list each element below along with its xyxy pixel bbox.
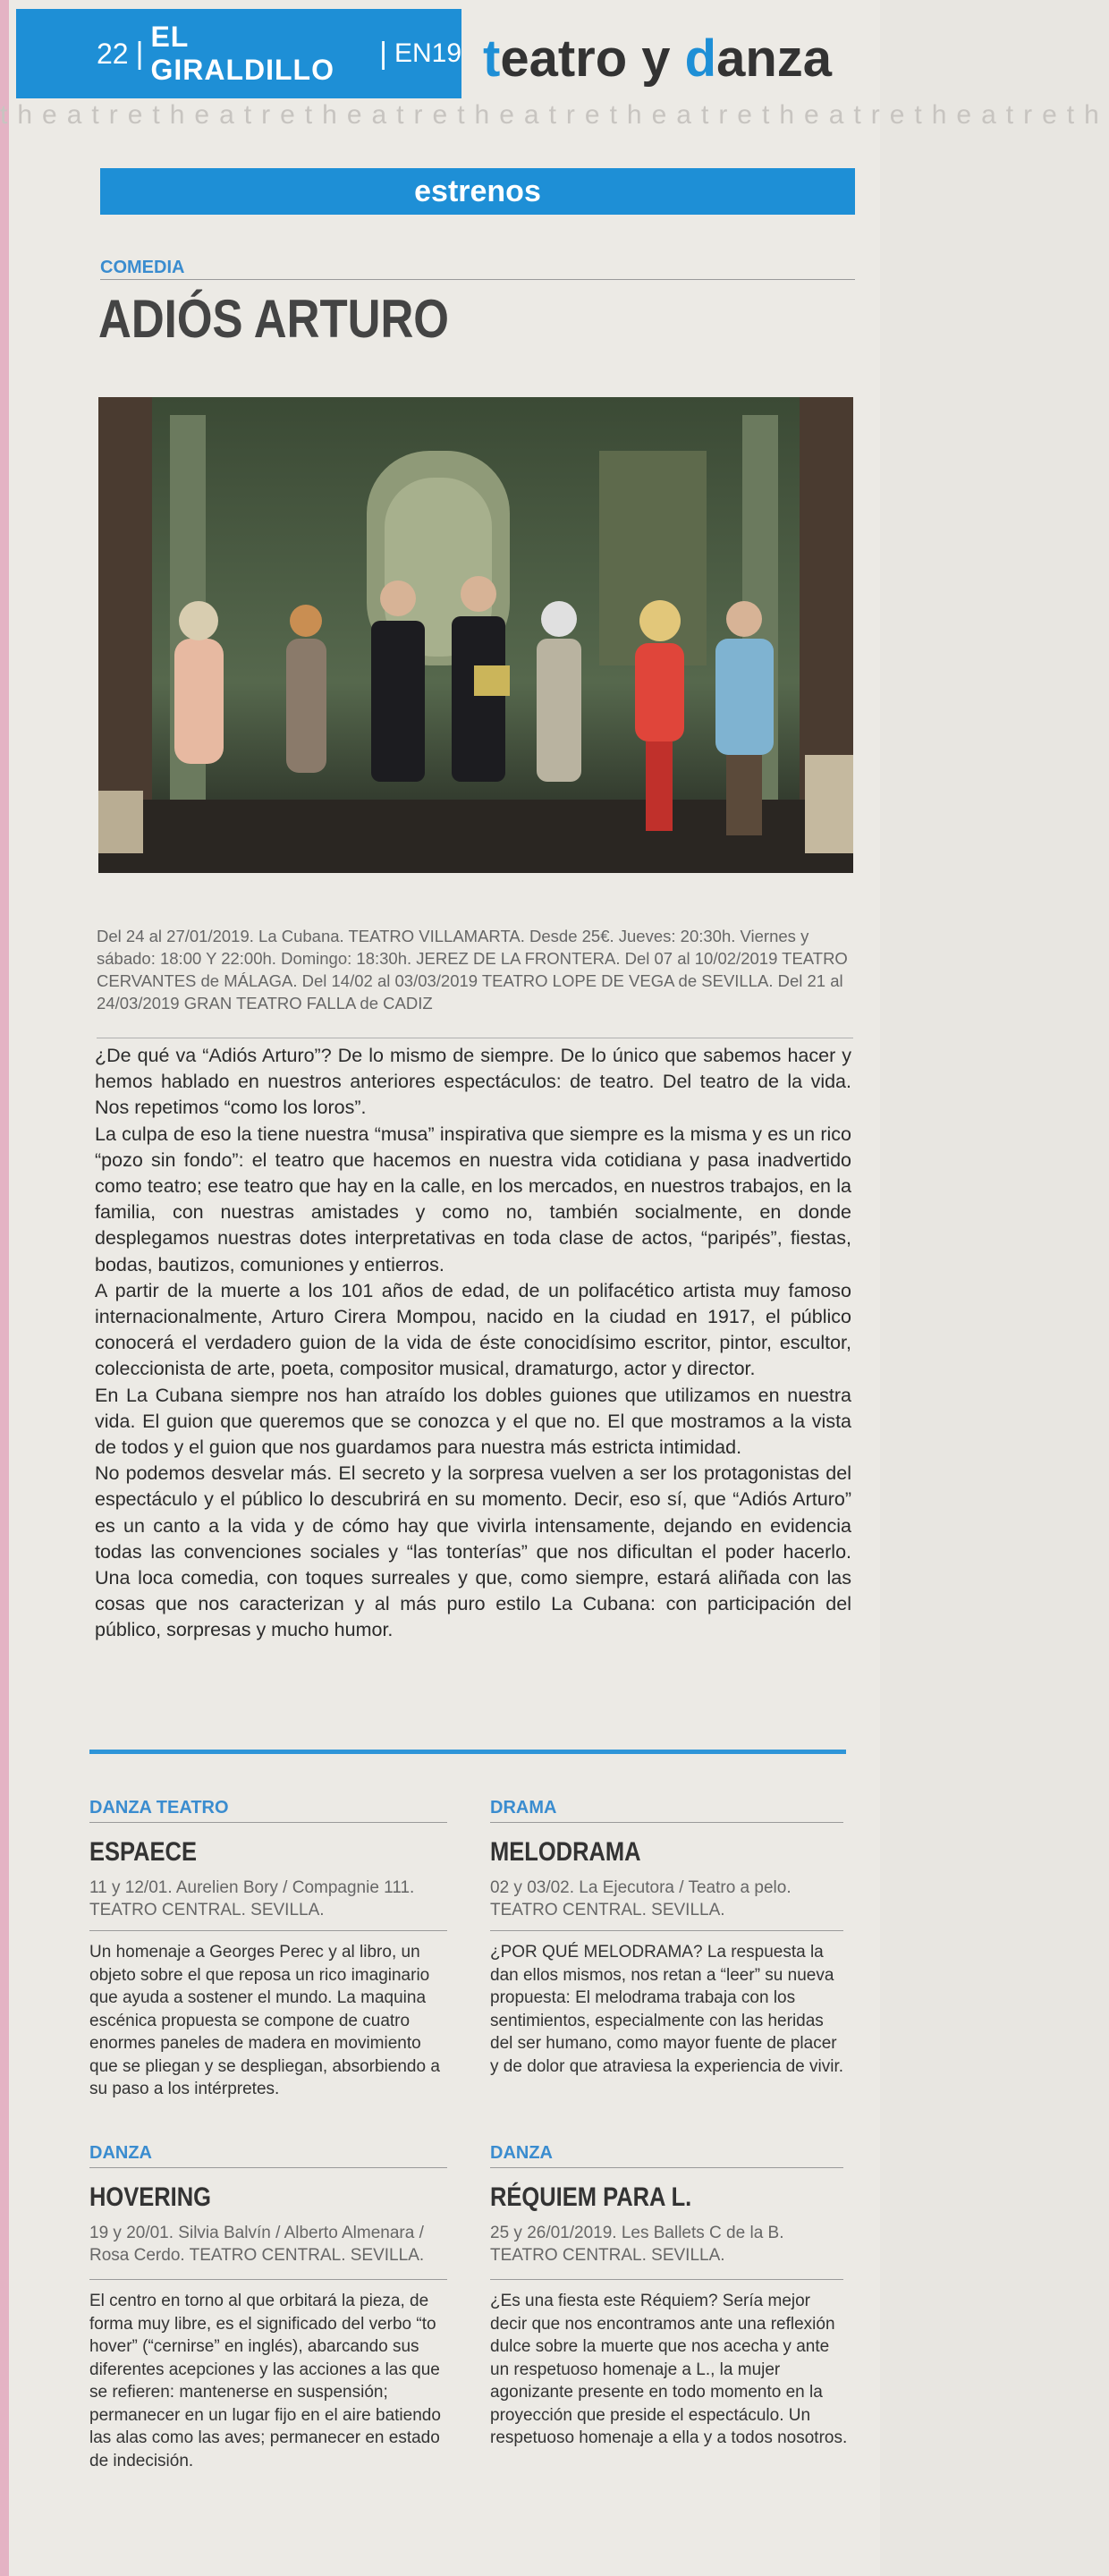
listing-info: 11 y 12/01. Aurelien Bory / Compagnie 111. TEATRO CENTRAL. SEVILLA. xyxy=(89,1878,415,1919)
show-info: Del 24 al 27/01/2019. La Cubana. TEATRO VILLAMARTA. Desde 25€. Jueves: 20:30h. Viernes y sábado: 18:00 Y 22:00h. Domingo: 18:30h. JEREZ DE LA FRONTERA. Del 07 al 10/02/2019 TEATRO CERVANTES de MÁLAGA. Del 14/02 al 03/03/2019 TEATRO LOPE DE VEGA de SEVILLA. Del 21 al 24/03/2019 GRAN TEATRO FALLA de CADIZ xyxy=(97,927,848,1013)
decorative-strip: theatretheatretheatretheatretheatretheatretheatreth xyxy=(0,100,1109,130)
listing-kicker: DANZA xyxy=(490,2143,553,2163)
listing-title: RÉQUIEM PARA L. xyxy=(490,2182,692,2212)
listing-text: Un homenaje a Georges Perec y al libro, un objeto sobre el que reposa un rico imaginario que ayuda a sostener el mundo. La maquina escénica propuesta se compone de cuatro enormes paneles de madera en movimiento que se pliegan y se despliegan, absorbiendo a su paso a los intérpretes. xyxy=(89,1943,440,2098)
article-title: ADIÓS ARTURO xyxy=(98,289,449,349)
estrenos-banner: estrenos xyxy=(100,168,855,215)
listing-info: 19 y 20/01. Silvia Balvín / Alberto Almenara / Rosa Cerdo. TEATRO CENTRAL. SEVILLA. xyxy=(89,2224,425,2265)
divider xyxy=(89,2279,447,2280)
divider xyxy=(89,2167,447,2168)
page-edge-bar xyxy=(0,0,9,2576)
divider xyxy=(100,279,855,280)
header-separator: | xyxy=(379,36,387,71)
divider xyxy=(490,1822,843,1823)
main-kicker: COMEDIA xyxy=(100,258,185,277)
listing-kicker: DANZA TEATRO xyxy=(89,1798,229,1818)
listing-title: HOVERING xyxy=(89,2182,212,2212)
listing-kicker: DANZA xyxy=(89,2143,152,2163)
stage-photo-illustration xyxy=(98,397,853,873)
listing-text: ¿Es una fiesta este Réquiem? Sería mejor decir que nos encontramos ante una reflexión dulce sobre la muerte que nos acecha y ante un respetuoso homenaje a L., la mujer agonizante presente en todo momento en la proyección que preside el espectáculo. Un respetuoso homenaje a ella y a todos nosotros. xyxy=(490,2292,848,2447)
divider xyxy=(490,2167,843,2168)
listing-info: 02 y 03/02. La Ejecutora / Teatro a pelo. TEATRO CENTRAL. SEVILLA. xyxy=(490,1878,792,1919)
listing-text: ¿POR QUÉ MELODRAMA? La respuesta la dan ellos mismos, nos retan a “leer” su nueva propuesta: El melodrama trabaja con los sentimientos, especialmente con las heridas del ser humano, como mayor fuente de placer y de dolor que atraviesa la experiencia de vivir. xyxy=(490,1943,844,2076)
edition-label: EN19 xyxy=(394,38,461,68)
divider xyxy=(89,1930,447,1931)
listing-kicker: DRAMA xyxy=(490,1798,557,1818)
magazine-header xyxy=(16,9,461,98)
magazine-name: EL GIRALDILLO xyxy=(150,21,334,86)
page-number: 22 xyxy=(97,37,129,70)
listing-info: 25 y 26/01/2019. Les Ballets C de la B. TEATRO CENTRAL. SEVILLA. xyxy=(490,2224,784,2265)
article-paragraph: A partir de la muerte a los 101 años de edad, de un polifacético artista muy famoso internacionalmente, Arturo Cirera Mompou, nacido en la ciudad en 1917, el público conocerá el verdadero guion de la vida de éste conocidísimo escritor, pintor, escultor, coleccionista de arte, poeta, compositor musical, dramaturgo, actor y director. xyxy=(95,1279,851,1380)
divider xyxy=(490,1930,843,1931)
divider xyxy=(490,2279,843,2280)
listing-title: ESPAECE xyxy=(89,1837,197,1867)
article-body xyxy=(95,1043,851,1644)
stage-photo xyxy=(98,397,853,873)
article-paragraph: En La Cubana siempre nos han atraído los dobles guiones que utilizamos en nuestra vida. El guion que queremos que se conozca y el que no. El que mostramos a la vista de todos y el guion que nos guardamos para nuestra más estricta intimidad. xyxy=(95,1384,851,1459)
listing-title: MELODRAMA xyxy=(490,1837,641,1867)
section-divider xyxy=(89,1750,846,1754)
article-paragraph: ¿De qué va “Adiós Arturo”? De lo mismo de siempre. De lo único que sabemos hacer y hemos hablado en nuestros anteriores espectáculos: de teatro. Del teatro de la vida. Nos repetimos “como los loros”. xyxy=(95,1045,851,1119)
article-paragraph: No podemos desvelar más. El secreto y la sorpresa vuelven a ser los protagonistas del espectáculo y el público lo descubrirá en su momento. Decir, eso sí, que “Adiós Arturo” es un canto a la vida y de cómo hay que vivirla intensamente, dejando en evidencia todas las convenciones sociales y “las tonterías” que nos dificultan el poder hacerlo. Una loca comedia, con toques surreales y que, como siempre, estará aliñada con las cosas que nos caracterizan y al más puro estilo La Cubana: con participación del público, sorpresas y mucho humor. xyxy=(95,1462,851,1641)
listing-text: El centro en torno al que orbitará la pieza, de forma muy libre, es el significado del verbo “to hover” (“cernirse” en inglés), abarcando sus diferentes acepciones y las acciones a las que se refieren: mantenerse en suspensión; permanecer en un lugar fijo en el aire batiendo las alas como las aves; permanecer en estado de indecisión. xyxy=(89,2292,441,2470)
article-paragraph: La culpa de eso la tiene nuestra “musa” inspirativa que siempre es la misma y es un rico “pozo sin fondo”: el teatro que hacemos en nuestra vida cotidiana y pasa inadvertido como teatro; ese teatro que hay en la calle, en los mercados, en nuestros trabajos, en la familia, con nuestras amistades y como no, también socialmente, en donde desplegamos nuestras dotes interpretativas en toda clase de actos, “paripés”, fiestas, bodas, bautizos, comuniones y entierros. xyxy=(95,1123,851,1275)
header-separator: | xyxy=(135,36,144,71)
section-title: teatro y danza xyxy=(483,30,833,88)
divider xyxy=(89,1822,447,1823)
